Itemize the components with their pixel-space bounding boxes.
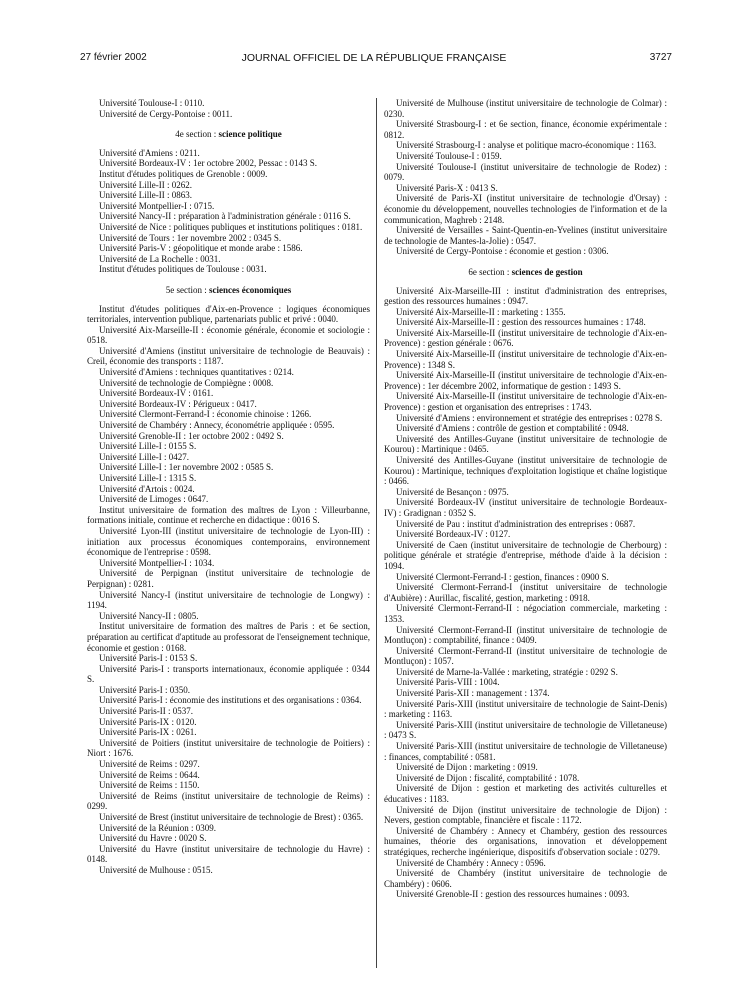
entry-paragraph: Université Paris-IX : 0261. — [99, 727, 197, 738]
page-number: 3727 — [649, 52, 672, 63]
entry-paragraph: Université de Reims : 0297. — [99, 759, 200, 770]
entry-paragraph: Université Lille-II : 0262. — [99, 179, 192, 190]
entry-paragraph: Université de Reims : 1150. — [99, 780, 200, 791]
entry-paragraph: Université Lille-I : 0155 S. — [99, 441, 197, 452]
entry-paragraph: Université de Versailles - Saint-Quentin-en-Yvelines (institut universitaire de technologie de Mantes-la-Jolie) : 0547. — [384, 225, 667, 246]
entry-paragraph: Université Aix-Marseille-II : marketing : 1355. — [396, 306, 566, 317]
entry-paragraph: Institut d'études politiques de Toulouse : 0031. — [99, 264, 267, 275]
entry-paragraph: Université des Antilles-Guyane (institut universitaire de technologie de Kourou) : Martinique : 0465. — [384, 433, 667, 455]
entry-paragraph: Université Clermont-Ferrand-II : négociation commerciale, marketing : 1353. — [384, 603, 667, 624]
entry-paragraph: Université Clermont-Ferrand-II (institut universitaire de technologie de Montluçon) : 1057. — [384, 645, 667, 667]
entry-paragraph: Université Clermont-Ferrand-I : gestion, finances : 0900 S. — [396, 571, 609, 582]
entry-paragraph: Université de Reims (institut universitaire de technologie de Reims) : 0299. — [87, 790, 370, 812]
entry-paragraph: Université de la Réunion : 0309. — [99, 822, 216, 833]
entry-paragraph: Université Paris-XIII (institut universitaire de technologie de Saint-Denis) : marketing : 1163. — [384, 698, 667, 720]
entry-paragraph: Université d'Amiens : 0211. — [99, 147, 200, 158]
entry-paragraph: Université Paris-I : 0153 S. — [99, 653, 198, 664]
entry-paragraph: Université Nancy-II : préparation à l'administration générale : 0116 S. — [99, 211, 351, 222]
entry-paragraph: Université de Marne-la-Vallée : marketing, stratégie : 0292 S. — [396, 666, 618, 677]
entry-paragraph: Université d'Amiens : environnement et stratégie des entreprises : 0278 S. — [396, 412, 663, 423]
entry-paragraph: Université Bordeaux-IV : Périgueux : 0417. — [99, 398, 257, 409]
section-heading: 4e section : science politique — [175, 129, 282, 140]
entry-paragraph: Université de Tours : 1er novembre 2002 : 0345 S. — [99, 232, 282, 243]
entry-paragraph: Université de Chambéry (institut universitaire de technologie de Chambéry) : 0606. — [384, 868, 667, 889]
entry-paragraph: Université d'Amiens : techniques quantitatives : 0214. — [99, 367, 294, 378]
entry-paragraph: Université de Dijon (institut universitaire de technologie de Dijon) : Nevers, gestion comptable, financière et fiscale : 1172. — [384, 804, 667, 826]
entry-paragraph: Université de technologie de Compiègne : 0008. — [99, 377, 274, 388]
entry-paragraph: Université Aix-Marseille-III : institut d'administration des entreprises, gestion des ressources humaines : 0947. — [384, 285, 667, 307]
entry-paragraph: Université Lyon-III (institut universitaire de technologie de Lyon-III) : initiation aux processus économiques contemporains, environnement économique de l'entreprise : 0598. — [87, 525, 370, 558]
entry-paragraph: Université des Antilles-Guyane (institut universitaire de technologie de Kourou) : Martinique, techniques d'exploitation logistique et chaîne logistique : 0466. — [384, 455, 667, 487]
entry-paragraph: Université Paris-I : transports internationaux, économie appliquée : 0344 S. — [87, 663, 370, 685]
entry-paragraph: Université Lille-II : 0863. — [99, 190, 192, 201]
entry-paragraph: Université du Havre : 0020 S. — [99, 833, 207, 844]
entry-paragraph: Université Bordeaux-IV : 0127. — [396, 529, 511, 540]
entry-paragraph: Université Clermont-Ferrand-I : économie chinoise : 1266. — [99, 409, 312, 420]
entry-paragraph: Université de Chambéry : Annecy, économétrie appliquée : 0595. — [99, 420, 335, 431]
entry-paragraph: Université de Brest (institut universitaire de technologie de Brest) : 0365. — [99, 812, 364, 822]
entry-paragraph: Université Paris-XIII (institut universitaire de technologie de Villetaneuse) : finances, comptabilité : 0581. — [384, 741, 667, 762]
entry-paragraph: Université de Paris-XI (institut universitaire de technologie d'Orsay) : économie du développement, nouvelles technologies de l'information et de la communication, Maghreb : 2148. — [384, 193, 667, 225]
entry-paragraph: Université de Cergy-Pontoise : 0011. — [99, 108, 233, 119]
entry-paragraph: Université de Chambéry : Annecy : 0596. — [396, 857, 546, 868]
entry-paragraph: Institut universitaire de formation des maîtres de Lyon : Villeurbanne, formations initiale, continue et recherche en didactique : 0016 S. — [87, 504, 370, 526]
entry-paragraph: Université de Perpignan (institut universitaire de technologie de Perpignan) : 0281. — [87, 568, 370, 589]
entry-paragraph: Université Lille-I : 1er novembre 2002 : 0585 S. — [99, 462, 274, 473]
entry-paragraph: Université Bordeaux-IV : 1er octobre 2002, Pessac : 0143 S. — [99, 158, 318, 169]
entry-paragraph: Université Toulouse-I : 0110. — [99, 98, 205, 108]
entry-paragraph: Université Clermont-Ferrand-II (institut universitaire de technologie de Montluçon) : comptabilité, finance : 0409. — [384, 624, 667, 646]
entry-paragraph: Université Paris-II : 0537. — [99, 706, 193, 717]
entry-paragraph: Université de Limoges : 0647. — [99, 494, 209, 505]
entry-paragraph: Université de Pau : institut d'administration des entreprises : 0687. — [396, 518, 636, 529]
entry-paragraph: Université Toulouse-I : 0159. — [396, 150, 502, 161]
entry-paragraph: Université Lille-I : 0427. — [99, 451, 189, 462]
entry-paragraph: Université Toulouse-I (institut universitaire de technologie de Rodez) : 0079. — [384, 161, 667, 183]
entry-paragraph: Université de Reims : 0644. — [99, 769, 200, 780]
entry-paragraph: Université de Nice : politiques publiques et institutions politiques : 0181. — [99, 221, 363, 232]
column-divider — [376, 98, 377, 968]
entry-paragraph: Université Grenoble-II : gestion des ressources humaines : 0093. — [396, 889, 630, 900]
entry-paragraph: Université Lille-I : 1315 S. — [99, 473, 197, 483]
entry-paragraph: Université de La Rochelle : 0031. — [99, 253, 221, 264]
entry-paragraph: Université Bordeaux-IV (institut universitaire de technologie Bordeaux-IV) : Gradignan : 0352 S. — [384, 497, 667, 518]
entry-paragraph: Université de Besançon : 0975. — [396, 486, 509, 497]
entry-paragraph: Université Clermont-Ferrand-I (institut universitaire de technologie d'Aubière) : Aurillac, fiscalité, gestion, marketing : 0918. — [384, 582, 667, 603]
header-date: 27 février 2002 — [80, 52, 147, 63]
section-heading: 5e section : sciences économiques — [165, 284, 292, 295]
entry-paragraph: Université d'Amiens (institut universitaire de technologie de Beauvais) : Creil, économie des transports : 1187. — [87, 345, 370, 367]
entry-paragraph: Université Paris-I : 0350. — [99, 684, 190, 695]
entry-paragraph: Université Paris-IX : 0120. — [99, 716, 197, 727]
entry-paragraph: Université Paris-V : géopolitique et monde arabe : 1586. — [99, 243, 303, 254]
entry-paragraph: Université de Dijon : marketing : 0919. — [396, 762, 538, 773]
entry-paragraph: Université du Havre (institut universitaire de technologie du Havre) : 0148. — [87, 843, 370, 865]
entry-paragraph: Université Bordeaux-IV : 0161. — [99, 388, 214, 399]
right-column — [384, 98, 667, 900]
entry-paragraph: Université Aix-Marseille-II : gestion des ressources humaines : 1748. — [396, 317, 646, 328]
entry-paragraph: Université de Mulhouse (institut universitaire de technologie de Colmar) : 0230. — [384, 98, 667, 119]
entry-paragraph: Université de Chambéry : Annecy et Chambéry, gestion des ressources humaines, théorie des organisations, innovation et développement stratégiques, recherche ingénierique, dispositifs d'observation sociale : 0279. — [384, 825, 667, 857]
entry-paragraph: Université de Dijon : fiscalité, comptabilité : 1078. — [396, 772, 580, 783]
entry-paragraph: Université Aix-Marseille-II (institut universitaire de technologie d'Aix-en-Provence) : gestion générale : 0676. — [384, 327, 667, 349]
entry-paragraph: Université d'Artois : 0024. — [99, 483, 195, 494]
left-column — [87, 98, 370, 876]
entry-paragraph: Université Montpellier-I : 1034. — [99, 557, 215, 568]
entry-paragraph: Université Nancy-I (institut universitaire de technologie de Longwy) : 1194. — [87, 589, 370, 611]
entry-paragraph: Université Strasbourg-I : analyse et politique macro-économique : 1163. — [396, 140, 657, 151]
entry-paragraph: Université Nancy-II : 0805. — [99, 610, 199, 621]
entry-paragraph: Université Grenoble-II : 1er octobre 2002 : 0492 S. — [99, 430, 284, 441]
entry-paragraph: Université Strasbourg-I : et 6e section, finance, économie expérimentale : 0812. — [384, 119, 667, 140]
entry-paragraph: Université de Caen (institut universitaire de technologie de Cherbourg) : politique générale et stratégie d'entreprise, méthode d'aide à la décision : 1094. — [384, 539, 667, 571]
entry-paragraph: Institut universitaire de formation des maîtres de Paris : et 6e section, préparation au certificat d'aptitude au professorat de l'enseignement technique, économie et gestion : 0168. — [87, 621, 370, 653]
entry-paragraph: Université Paris-X : 0413 S. — [396, 182, 498, 193]
entry-paragraph: Université de Cergy-Pontoise : économie et gestion : 0306. — [396, 246, 609, 257]
journal-title: JOURNAL OFFICIEL DE LA RÉPUBLIQUE FRANÇAISE — [241, 52, 507, 64]
entry-paragraph: Université Montpellier-I : 0715. — [99, 200, 215, 211]
page-header — [0, 52, 748, 68]
section-heading: 6e section : sciences de gestion — [468, 266, 583, 277]
entry-paragraph: Université Paris-XII : management : 1374. — [396, 688, 550, 699]
entry-paragraph: Université Paris-XIII (institut universitaire de technologie de Villetaneuse) : 0473 S. — [384, 719, 667, 741]
entry-paragraph: Université Paris-VIII : 1004. — [396, 677, 500, 688]
entry-paragraph: Université Aix-Marseille-II (institut universitaire de technologie d'Aix-en-Provence) : 1er décembre 2002, informatique de gestion : 1493 S. — [384, 370, 667, 391]
entry-paragraph: Université Aix-Marseille-II (institut universitaire de technologie d'Aix-en-Provence) : 1348 S. — [384, 349, 667, 370]
entry-paragraph: Institut d'études politiques de Grenoble : 0009. — [99, 168, 268, 179]
entry-paragraph: Université de Poitiers (institut universitaire de technologie de Poitiers) : Niort : 1676. — [87, 737, 370, 759]
entry-paragraph: Université de Dijon : gestion et marketing des activités culturelles et éducatives : 1183. — [384, 783, 667, 804]
entry-paragraph: Institut d'études politiques d'Aix-en-Provence : logiques économiques territoriales, intervention publique, partenariats public et privé : 0040. — [87, 303, 370, 325]
entry-paragraph: Université Aix-Marseille-II (institut universitaire de technologie d'Aix-en-Provence) : gestion et organisation des entreprises : 1743. — [384, 391, 667, 413]
entry-paragraph: Université Aix-Marseille-II : économie générale, économie et sociologie : 0518. — [87, 324, 370, 346]
entry-paragraph: Université d'Amiens : contrôle de gestion et comptabilité : 0948. — [396, 423, 629, 434]
entry-paragraph: Université de Mulhouse : 0515. — [99, 864, 213, 875]
entry-paragraph: Université Paris-I : économie des institutions et des organisations : 0364. — [99, 695, 362, 706]
